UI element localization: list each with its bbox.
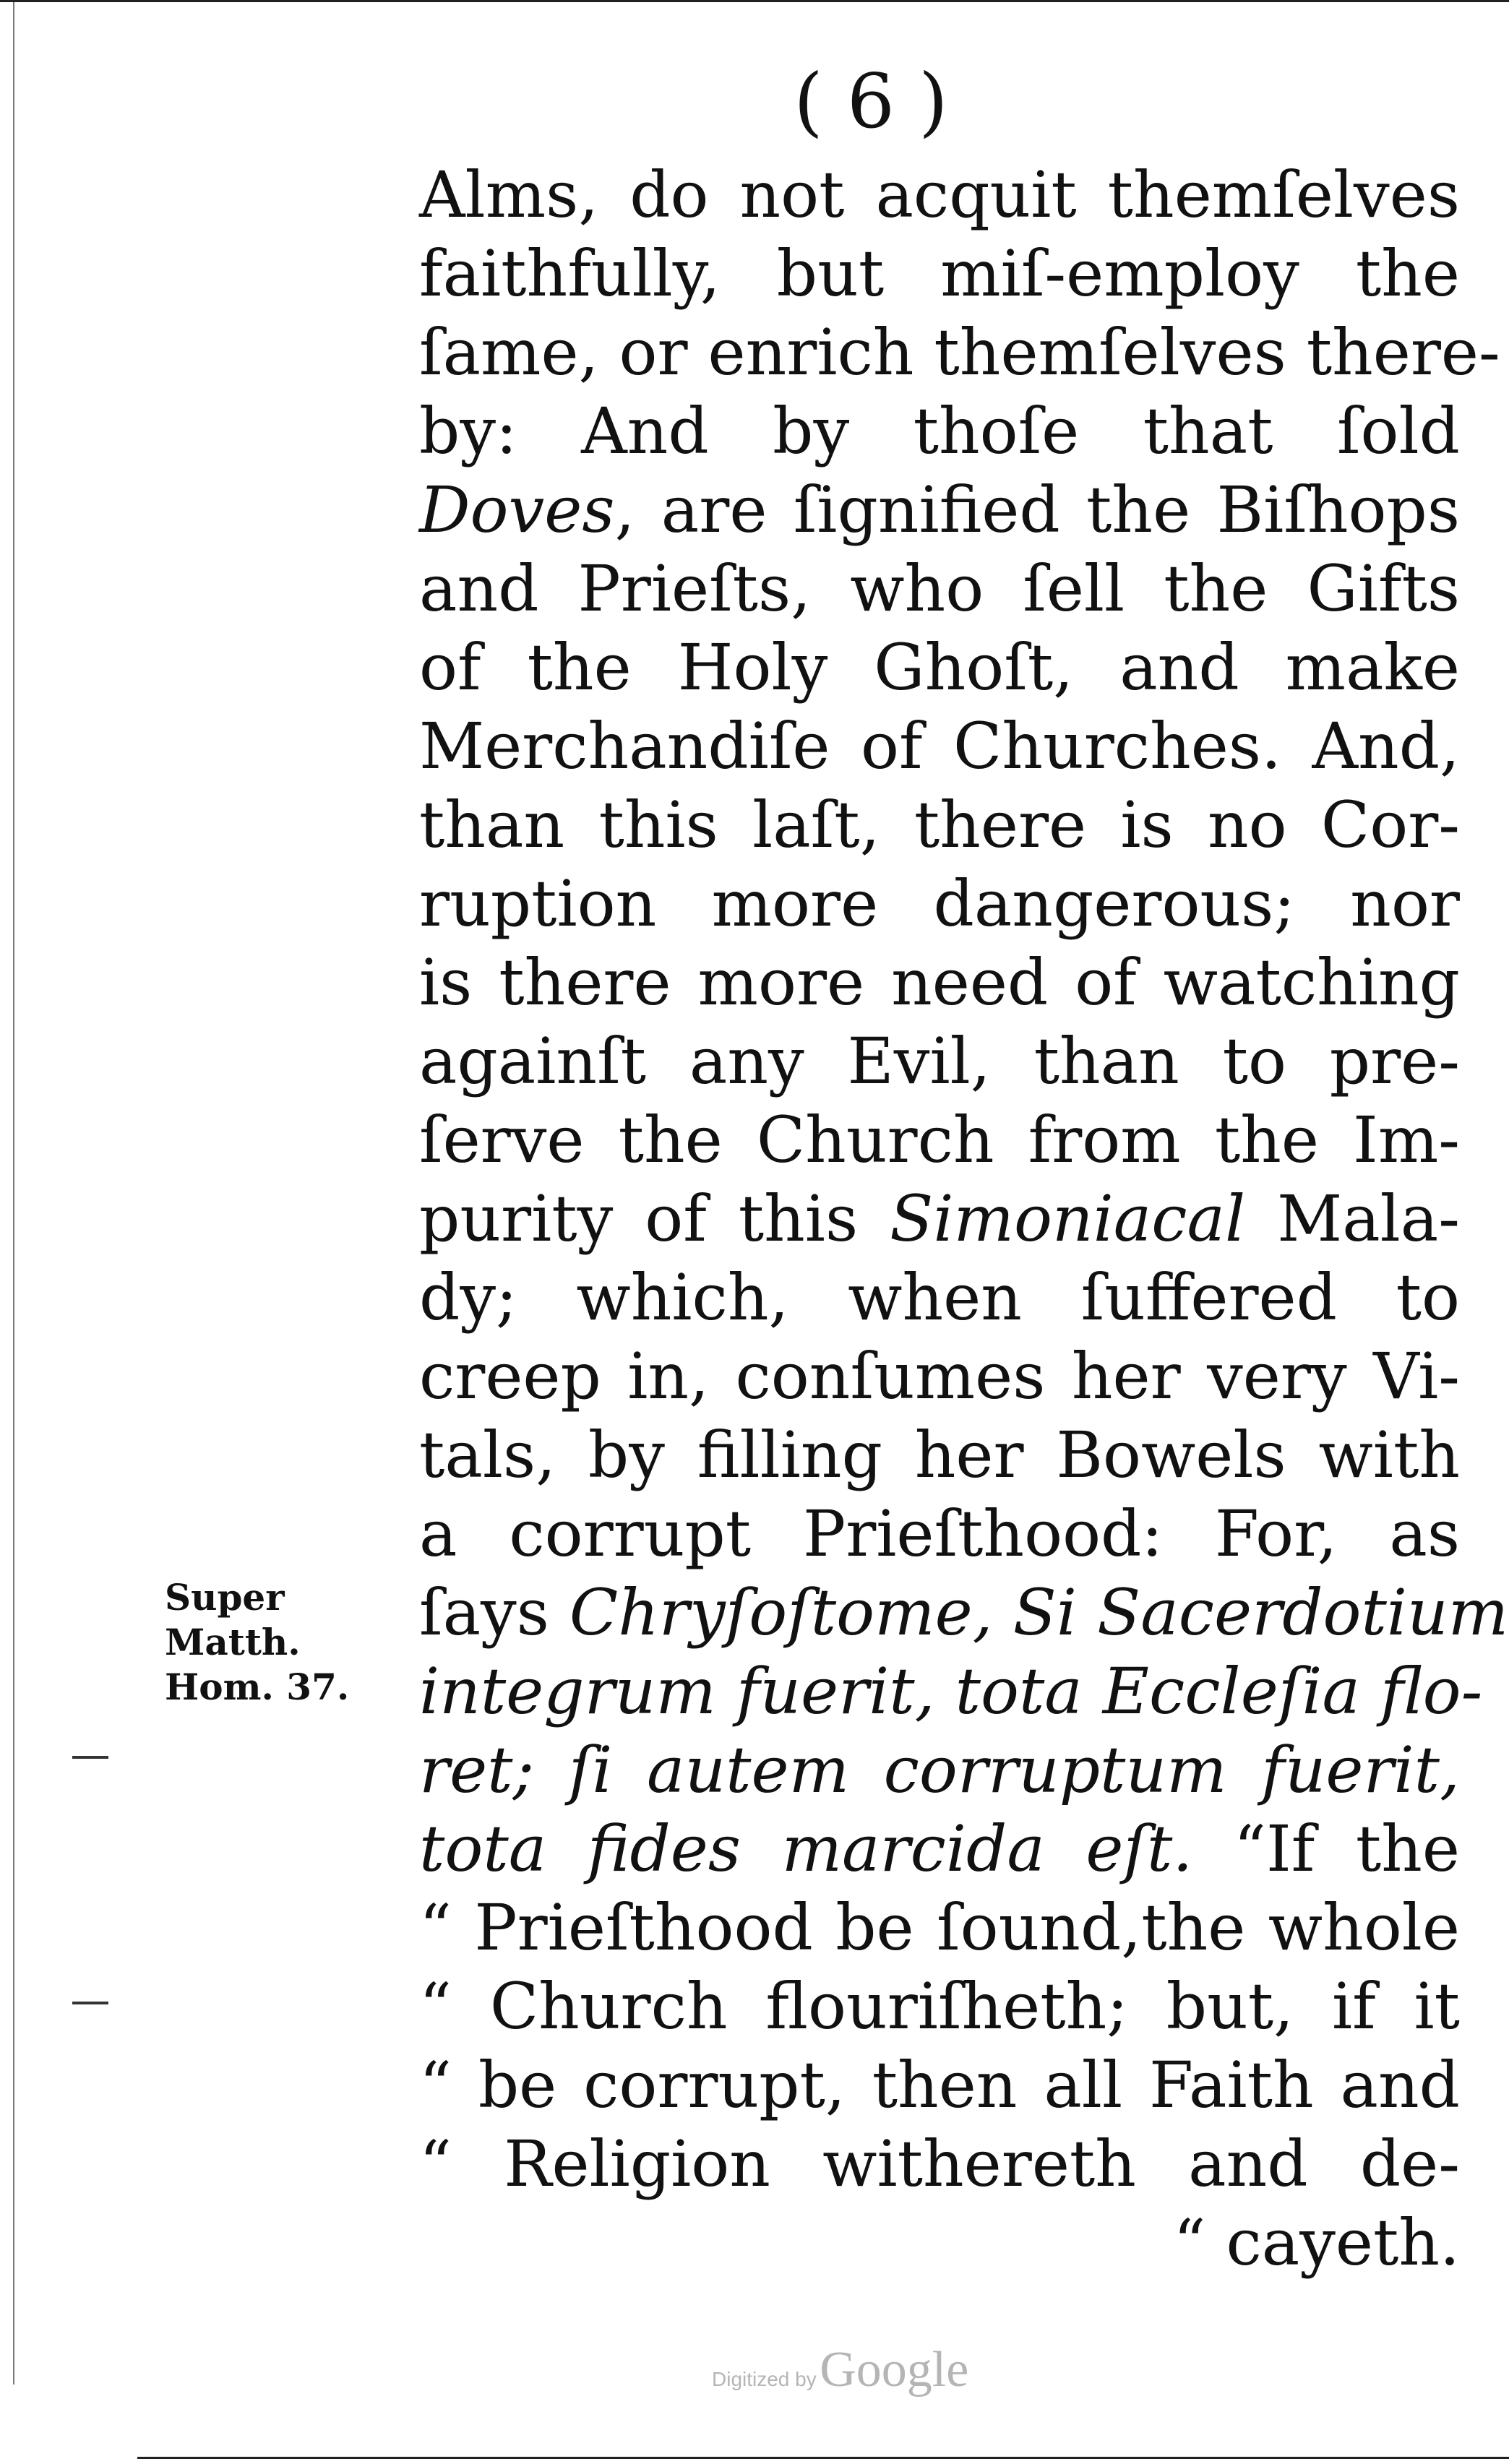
- text-line: [419, 1258, 1460, 1337]
- text-segment: “If the: [1192, 1812, 1460, 1886]
- text-segment: of the Holy Ghoſt, and make: [419, 630, 1460, 705]
- text-line: [419, 470, 1460, 549]
- text-segment: Merchandiſe of Churches. And,: [419, 709, 1460, 783]
- text-segment: ſerve the Church from the Im-: [419, 1103, 1460, 1177]
- text-line: [419, 155, 1460, 234]
- text-segment: tals, by filling her Bowels with: [419, 1418, 1460, 1492]
- text-line: [419, 1809, 1460, 1888]
- watermark-brand: Google: [820, 2342, 969, 2398]
- bottom-border-line: [137, 2457, 1509, 2459]
- text-line: [419, 1731, 1460, 1809]
- italic-segment: ret; ſi autem corruptum fuerit,: [419, 1733, 1460, 1807]
- text-segment: Mala-: [1245, 1181, 1460, 1256]
- text-line: [419, 1494, 1460, 1573]
- text-segment: “ be corrupt, then all Faith and: [419, 2048, 1460, 2122]
- text-segment: and Prieſts, who ſell the Gifts: [419, 551, 1460, 626]
- margin-note-line: Hom. 37.: [165, 1666, 350, 1708]
- text-line: [419, 943, 1460, 1022]
- text-line: [419, 1100, 1460, 1179]
- text-line: [419, 1179, 1460, 1258]
- page-number: ( 6 ): [794, 57, 948, 145]
- text-line: [419, 234, 1460, 313]
- text-segment: ſays: [419, 1575, 569, 1650]
- text-segment: “ cayeth.: [1173, 2205, 1460, 2280]
- text-line: [419, 1888, 1460, 1967]
- watermark: [712, 2341, 968, 2399]
- text-segment: faithfully, but miſ-employ the: [419, 236, 1460, 311]
- text-segment: ruption more dangerous; nor: [419, 866, 1460, 941]
- text-line: [419, 1022, 1460, 1100]
- margin-dash: [72, 2002, 108, 2004]
- text-segment: dy; which, when ſuffered to: [419, 1260, 1460, 1335]
- text-segment: againſt any Evil, than to pre-: [419, 1024, 1460, 1098]
- text-line: [419, 785, 1460, 864]
- italic-segment: tota fides marcida eſt.: [419, 1812, 1193, 1886]
- text-line: [419, 1416, 1460, 1494]
- text-line: [419, 864, 1460, 943]
- italic-segment: Simoniacal: [890, 1181, 1246, 1256]
- margin-note-line: Matth.: [165, 1621, 301, 1663]
- text-segment: than this laſt, there is no Cor-: [419, 788, 1460, 862]
- text-line: [419, 392, 1460, 470]
- text-segment: is there more need of watching: [419, 945, 1460, 1020]
- italic-segment: Chryſoſtome, Si Sacerdotium: [569, 1575, 1509, 1650]
- text-segment: by: And by thoſe that ſold: [419, 394, 1460, 468]
- text-segment: ſame, or enrich themſelves there-: [419, 315, 1500, 389]
- text-line: [419, 1652, 1483, 1731]
- left-border-line: [13, 0, 14, 2385]
- text-segment: Alms, do not acquit themſelves: [419, 158, 1460, 232]
- margin-note-line: Super: [165, 1576, 285, 1619]
- text-line: [419, 2124, 1460, 2203]
- text-line: [419, 707, 1460, 785]
- text-segment: purity of this: [419, 1181, 890, 1256]
- margin-note: [165, 1575, 382, 1710]
- text-segment: “ Prieſthood be ſound,the whole: [419, 1890, 1460, 1965]
- text-line: [419, 549, 1460, 628]
- text-line: [419, 1337, 1460, 1416]
- margin-dash: [72, 1756, 108, 1759]
- text-segment: “ Religion withereth and de-: [419, 2127, 1460, 2201]
- text-line: [419, 1967, 1460, 2046]
- text-line: [419, 313, 1500, 392]
- text-line: [419, 2203, 1460, 2282]
- watermark-prefix: Digitized by: [712, 2368, 817, 2390]
- body-text: [419, 155, 1509, 2282]
- italic-segment: integrum fuerit, tota Eccleſia flo-: [419, 1654, 1483, 1728]
- text-segment: , are ſignified the Biſhops: [614, 473, 1460, 547]
- text-segment: creep in, conſumes her very Vi-: [419, 1339, 1460, 1413]
- text-line: [419, 1573, 1509, 1652]
- text-segment: “ Church flouriſheth; but, if it: [419, 1969, 1460, 2043]
- top-border-line: [0, 0, 1509, 2]
- italic-segment: Doves: [419, 473, 615, 547]
- text-line: [419, 2046, 1460, 2124]
- text-line: [419, 628, 1460, 707]
- text-segment: a corrupt Prieſthood: For, as: [419, 1496, 1460, 1571]
